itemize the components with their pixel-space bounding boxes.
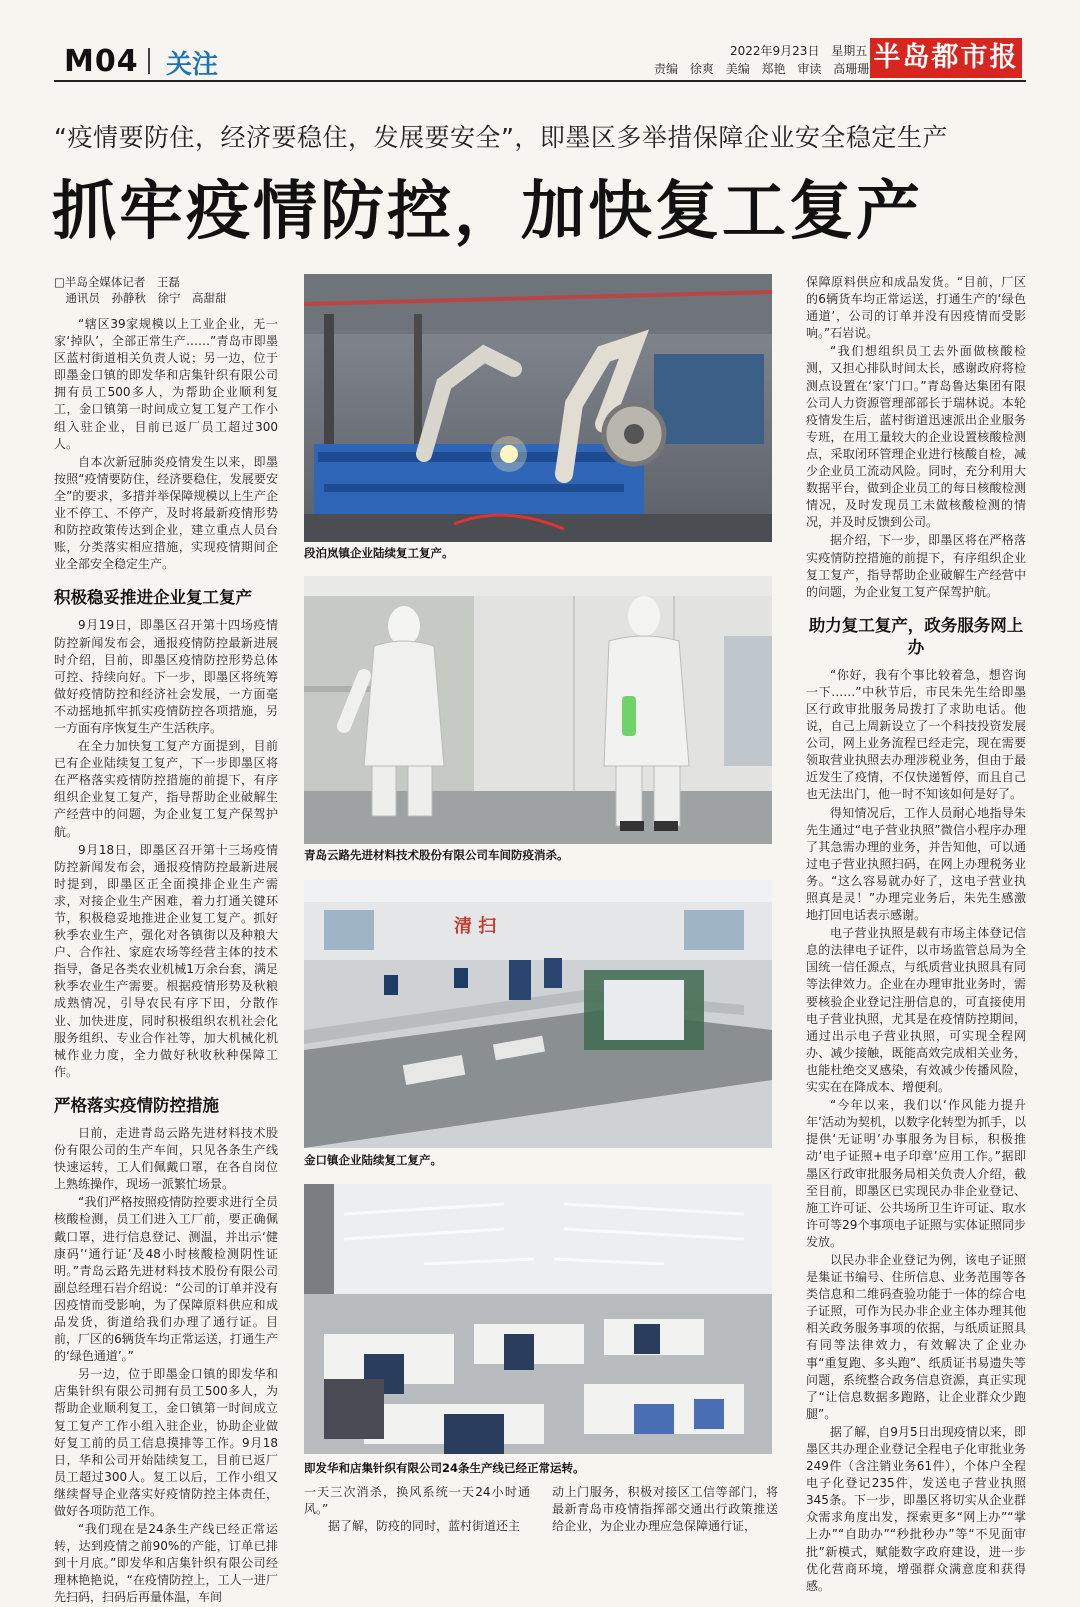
article-headline: 抓牢疫情防控，加快复工复产 [52,175,923,249]
paragraph: 据介绍，下一步，即墨区将在严格落实疫情防控措施的前提下，有序组织企业复工复产，指导帮助企业破解生产经营中的问题，为企业复工复产保驾护航。 [806,533,1026,599]
paragraph: 另一边，位于即墨金口镇的即发华和店集针织有限公司拥有员工500多人，为帮助企业顺利复工，金口镇第一时间成立复工复产工作小组入驻企业，协助企业做好复工前的员工信息摸排等工作。9月18日，华和公司开始陆续复工，目前已返厂员工超过300人。复工以后，工作小组又继续督导企业落实好疫情防控主体责任，做好各项防范工作。 [54,1367,278,1518]
right-column [806,274,1026,1593]
editor-role: 美编 [725,62,750,76]
paragraph: “我们想组织员工去外面做核酸检测，又担心排队时间太长，感谢政府将检测点设置在‘家’门口。”青岛鲁达集团有限公司人力资源管理部部长于瑞林说。本轮疫情发生后，蓝村街道迅速派出企业服务专班，在用工量较大的企业设置核酸检测点，采取闭环管理企业进行核酸自检，减少企业员工流动风险。同时，充分利用大数据平台，做到企业员工的每日核酸检测情况，及时发现员工未做核酸检测的情况，并及时反馈到公司。 [806,344,1026,530]
photo-caption: 金口镇企业陆续复工复产。 [304,1153,442,1167]
paragraph: “我们现在是24条生产线已经正常运转，达到疫情之前90%的产能，订单已排到十月底。”即发华和店集针织有限公司经理林艳艳说，“在疫情防控上，工人一进厂先扫码，扫码后再量体温，车间 [54,1522,278,1605]
editors-line [654,60,877,77]
sewing-workshop-photo [304,1184,772,1454]
paragraph: 一天三次消杀，换风系统一天24小时通风。” [304,1485,530,1517]
middle-subcolumn-b [552,1484,778,1535]
newspaper-logo: 半岛都市报 [870,38,1022,78]
welding-robot-photo [304,274,772,542]
issue-weekday: 星期五 [831,44,868,58]
section-heading: 积极稳妥推进企业复工复产 [54,588,252,608]
section-heading: 助力复工复产，政务服务网上办 [808,615,1024,657]
byline-correspondents: 通讯员 孙静秋 徐宁 高甜甜 [54,291,227,305]
paragraph: “我们严格按照疫情防控要求进行全员核酸检测，员工们进入工厂前，要正确佩戴口罩，进行信息登记、测温，并出示‘健康码’‘通行证’及48小时核酸检测阴性证明。”青岛云路先进材料技术股份有限公司副总经理石岩介绍说：“公司的订单并没有因疫情而受影响，为了保障原料供应和成品发货，街道给我们办理了通行证。目前，厂区的6辆货车均正常运送，打通生产的‘绿色通道’。” [54,1195,278,1364]
section-heading: 严格落实疫情防控措施 [54,1095,219,1115]
editor-role: 审读 [797,62,822,76]
paragraph: 9月19日，即墨区召开第十四场疫情防控新闻发布会，通报疫情防控最新进展时介绍，目前，即墨区疫情防控形势总体可控、持续向好。下一步，即墨区将统筹做好疫情防控和经济社会发展，一方面毫不动摇地抓牢抓实疫情防控各项措施，另一方面有序恢复生产生活秩序。 [54,618,278,735]
article-kicker: “疫情要防住，经济要稳住，发展要安全”，即墨区多举措保障企业安全稳定生产 [54,123,948,152]
paragraph: 动上门服务，积极对接区工信等部门，将最新青岛市疫情指挥部交通出行政策推送给企业，为企业办理应急保障通行证， [552,1485,778,1534]
issue-date: 2022年9月23日 [730,44,820,58]
paragraph: 自本次新冠肺炎疫情发生以来，即墨按照“疫情要防住，经济要稳住，发展要安全”的要求，多措并举保障规模以上生产企业不停工、不停产，及时将最新疫情形势和防控政策传达到企业，建立重点人员台账，分类落实相应措施，实现疫情期间企业全部安全稳定生产。 [54,454,278,572]
date-line [730,42,875,59]
editor-name: 郑艳 [761,62,786,76]
byline-reporter: □半岛全媒体记者 王磊 [54,275,180,289]
editor-name: 徐爽 [689,62,714,76]
factory-line-photo [304,880,772,1148]
paragraph: 9月18日，即墨区召开第十三场疫情防控新闻发布会，通报疫情防控最新进展时提到，即墨区正全面摸排企业生产需求，对接企业生产困难，着力打通关键环节，积极稳妥地推进企业复工复产。抓好秋季农业生产，强化对各镇街以及种粮大户、合作社、家庭农场等经营主体的技术指导，备足各类农业机械1万余台套，满足秋季农业生产需要。根据疫情形势及秋粮成熟情况，引导农民有序下田，分散作业、加快进度，同时积极组织农机社会化服务组织、专业合作社等，加大机械化机械作业力度，全力做好秋收秋种保障工作。 [54,842,278,1079]
paragraph: “今年以来，我们以‘作风能力提升年’活动为契机，以数字化转型为抓手，以提供‘无证明’办事服务为目标，积极推动‘电子证照+电子印章’应用工作。”据即墨区行政审批服务局相关负责人介绍，截至目前，即墨区已实现民办非企业登记、施工许可证、公共场所卫生许可证、取水许可等29个事项电子证照与实体证照同步发放。 [806,1098,1026,1249]
left-column [54,316,278,1605]
byline [54,274,294,306]
header-divider [148,48,150,74]
photo-caption: 段泊岚镇企业陆续复工复产。 [304,546,454,560]
editor-name: 高珊珊 [833,62,870,76]
photo-caption: 青岛云路先进材料技术股份有限公司车间防疫消杀。 [304,848,569,862]
paragraph: 保障原料供应和成品发货。“目前，厂区的6辆货车均正常运送，打通生产的‘绿色通道’，公司的订单并没有因疫情而受影响。”石岩说。 [806,275,1026,341]
middle-subcolumn-a [304,1484,530,1535]
paragraph: 电子营业执照是载有市场主体登记信息的法律电子证件，以市场监管总局为全国统一信任源点，与纸质营业执照具有同等法律效力。企业在办理审批业务时，需要核验企业登记注册信息的，可直接使用电子营业执照，尤其是在疫情防控期间，通过出示电子营业执照，可实现全程网办、减少接触，既能高效完成相关业务，也能杜绝交叉感染，有效减少传播风险，实实在在降成本、增便利。 [806,926,1026,1095]
section-name: 关注 [166,50,219,80]
paragraph: 据了解，自9月5日出现疫情以来，即墨区共办理企业登记全程电子化审批业务249件（含注销业务61件），个体户全程电子化登记235件，发送电子营业执照345条。下一步，即墨区将切实从企业群众需求角度出发，探索更多“网上办”“掌上办”“自助办”“秒批秒办”等“不见面审批”新模式，赋能数字政府建设，进一步优化营商环境，增强群众满意度和获得感。 [806,1424,1026,1593]
paragraph: 日前，走进青岛云路先进材料技术股份有限公司的生产车间，只见各条生产线快速运转，工人们佩戴口罩，在各自岗位上熟练操作，现场一派繁忙场景。 [54,1125,278,1192]
paragraph: 得知情况后，工作人员耐心地指导朱先生通过“电子营业执照”微信小程序办理了其急需办理的业务，并告知他，可以通过电子营业执照扫码，在网上办理税务业务。“这么容易就办好了，这电子营业执照真是灵！”办理完业务后，朱先生感激地打回电话表示感谢。 [806,805,1026,923]
factory-sign-text: 清 扫 [454,916,497,937]
paragraph: 在全力加快复工复产方面提到，目前已有企业陆续复工复产，下一步即墨区将在严格落实疫情防控措施的前提下，有序组织企业复工复产，指导帮助企业破解生产经营中的问题，为企业复工复产保驾护航。 [54,739,278,839]
paragraph: “你好，我有个事比较着急，想咨询一下……”中秋节后，市民朱先生给即墨区行政审批服务局拨打了求助电话。他说，自己上周新设立了一个科技投资发展公司，网上业务流程已经走完，现在需要领取营业执照去办理涉税业务，但由于最近发生了疫情，不仅快递暂停，而且自己也无法出门，他一时不知该如何是好了。 [806,667,1026,802]
paragraph: “辖区39家规模以上工业企业，无一家‘掉队’，全部正常生产……”青岛市即墨区蓝村街道相关负责人说；另一边，位于即墨金口镇的即发华和店集针织有限公司拥有员工500多人，为帮助企业顺利复工，金口镇第一时间成立复工复产工作小组入驻企业，目前已返厂员工超过300人。 [54,317,278,451]
editor-role: 责编 [654,62,679,76]
paragraph: 以民办非企业登记为例，该电子证照是集证书编号、住所信息、业务范围等各类信息和二维码查验功能于一体的综合电子证照，可作为民办非企业主体办理其他相关政务服务事项的依据，与纸质证照具有同等法律效力，有效解决了企业办事“重复跑、多头跑”、纸质证书易遗失等问题，系统整合政务信息资源，真正实现了“让信息数据多跑路，让企业群众少跑腿”。 [806,1252,1026,1421]
photo-caption: 即发华和店集针织有限公司24条生产线已经正常运转。 [304,1461,585,1475]
masthead [0,0,1080,82]
disinfection-photo [304,576,772,844]
paragraph: 据了解，防疫的同时，蓝村街道还主 [328,1519,521,1534]
header-rule [54,80,1026,82]
page-number: M04 [64,44,139,79]
